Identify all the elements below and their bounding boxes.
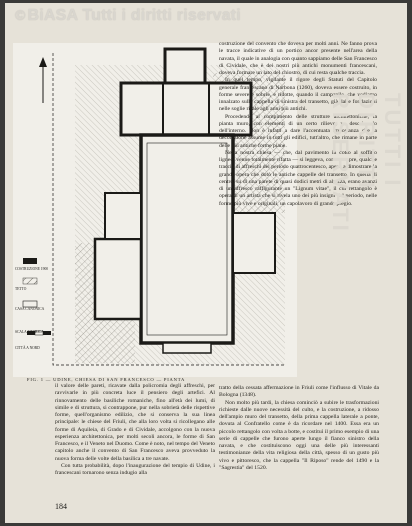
paragraph: costruzione del convento che doveva per molti anni. Ne fanno prova le tracce indicative di un portico ancor presente nell'area della navata, il quale in analogia con quanto sappiamo delle San Francesco di Cividale, che è dei nostri più antichi monumenti francescani, doveva formare un lato del chiostro, di cui resta qualche traccia. [219,41,377,76]
paragraph: tratto della cessata affermazione in Friuli come l'influsso di Vitale da Bologna (1348). [219,385,379,399]
plan-legend [15,267,55,351]
watermark-header [15,7,241,25]
side-watermark [328,93,407,283]
watermark-text: BiASA Tutti i diritti riservati [27,7,241,24]
legend-label: TETTO [15,286,27,291]
legend-label: SCALA METRICA [15,329,44,334]
paragraph: Procedendo al compimento delle strutture architettoniche, la pianta muro, con elementi di un certo rilievo, va descrivendo dell'interno. Non è infatti a dare l'accentuata importanza che la decorazione assume in tutti gli edifici, tutt'altro, che rimane in parte delle più antiche forme piane. [219,113,377,149]
legend-label: COSTRUZIONE 1900 [15,267,49,271]
north-arrow-icon [39,57,47,103]
legend-label: CITTÀ A NORD [15,346,40,350]
text-column-right-lower [219,385,379,472]
side-chapel [105,193,141,239]
figure-caption: FIG. 1 — UDINE, CHIESA DI SAN FRANCESCO — PIANTA [27,377,186,382]
paragraph: Non molto più tardi, la chiesa cominciò a subire le trasformazioni richieste dalle nuove necessità del culto, e la costruzione, a ridosso dell'ampio muro del transetto, della prima cappella laterale a ponte, dovuta al Confratello come è da ricordare nel 1400. Essa era un piccolo rettangolo con volta a botte, e costituì il primo esempio di una serie di cappelle che furono aperte lungo il fianco sinistro della navata, e che costituiscono oggi una delle più interessanti testimonianze della vita religiosa della città, spesso di un gusto più vivo e pittoresco, che la cappella "Il Riposo" rende del 1490 e la "Sagrestia" del 1520. [219,399,379,471]
text-column-left [55,383,215,477]
legend-label: CASA CANONICA [15,307,45,311]
paragraph: Nella nostra chiesa — che, dal pavimento in cotto al soffitto ligneo, venne totalmente rifatta — si leggeva, come sempre, qualche traccia di affreschi del periodo quattrocentesco, aperti a dimostrare la grande opera che dotò le antiche cappelle del transetto. In quella di centro, su di una parete di quasi dodici metri di altezza, erano avanzi di un affresco raffigurante un "Lignum vitae", il cui rettangolo è opera di un artista che si rivela uno dei più insigni del periodo, nelle forme più vive e originali, un capolavoro di grande pregio. [219,149,377,207]
entrance-steps [163,343,211,353]
copyright-mark: © [15,7,26,23]
apse [165,49,205,83]
paragraph: In quel tempo, vigilante il rigore degli Statuti del Capitolo generale francescano di Narbona (1260), doveva essere costruito, in forme severe e sobrie, e ridotte, quando il campanile, che vediamo innalzato sulla cappella di sinistra del transetto, già dalle fondazioni nelle soglie risale agli anni più antichi. [219,77,377,113]
paragraph: il valore delle pareti, ricavate dalla policromia degli affreschi, per ravvivarle in più concreta luce il pensiero degli artefici. Al rinnovamento delle basiliche romaniche, fino all'età dei lumi, di simile e di struttura, si contrappone, pur nella sobrietà delle rispettive forme, quell'organismo edilizio, che si conserva la sua linea principale: le chiese del Friuli, che alla loro volta si ricollegano alle forme di Aquileia, di Grado e di Cividale, accolgono con la nuova esperienza architettonica, per molti secoli ancora, le forme di San Francesco, e il Veneto nel Duomo. Come è noto, nel tempo del Veneto capitolo anche il convento di San Francesco aveva provveduto la nuova forma delle volte della basilica a tre navate. [55,383,215,462]
side-room [233,213,275,273]
side-chapel [95,239,141,319]
paragraph: Con tutta probabilità, dopo l'inaugurazione del tempio di Udine, i francescani tornarono senza indugio alla [55,462,215,476]
page-number: 184 [55,502,67,511]
document-page [5,3,407,523]
legend-swatch-1900 [23,258,37,264]
side-watermark-text: TUTTI I DIRITTI RISERVATI [328,93,405,234]
